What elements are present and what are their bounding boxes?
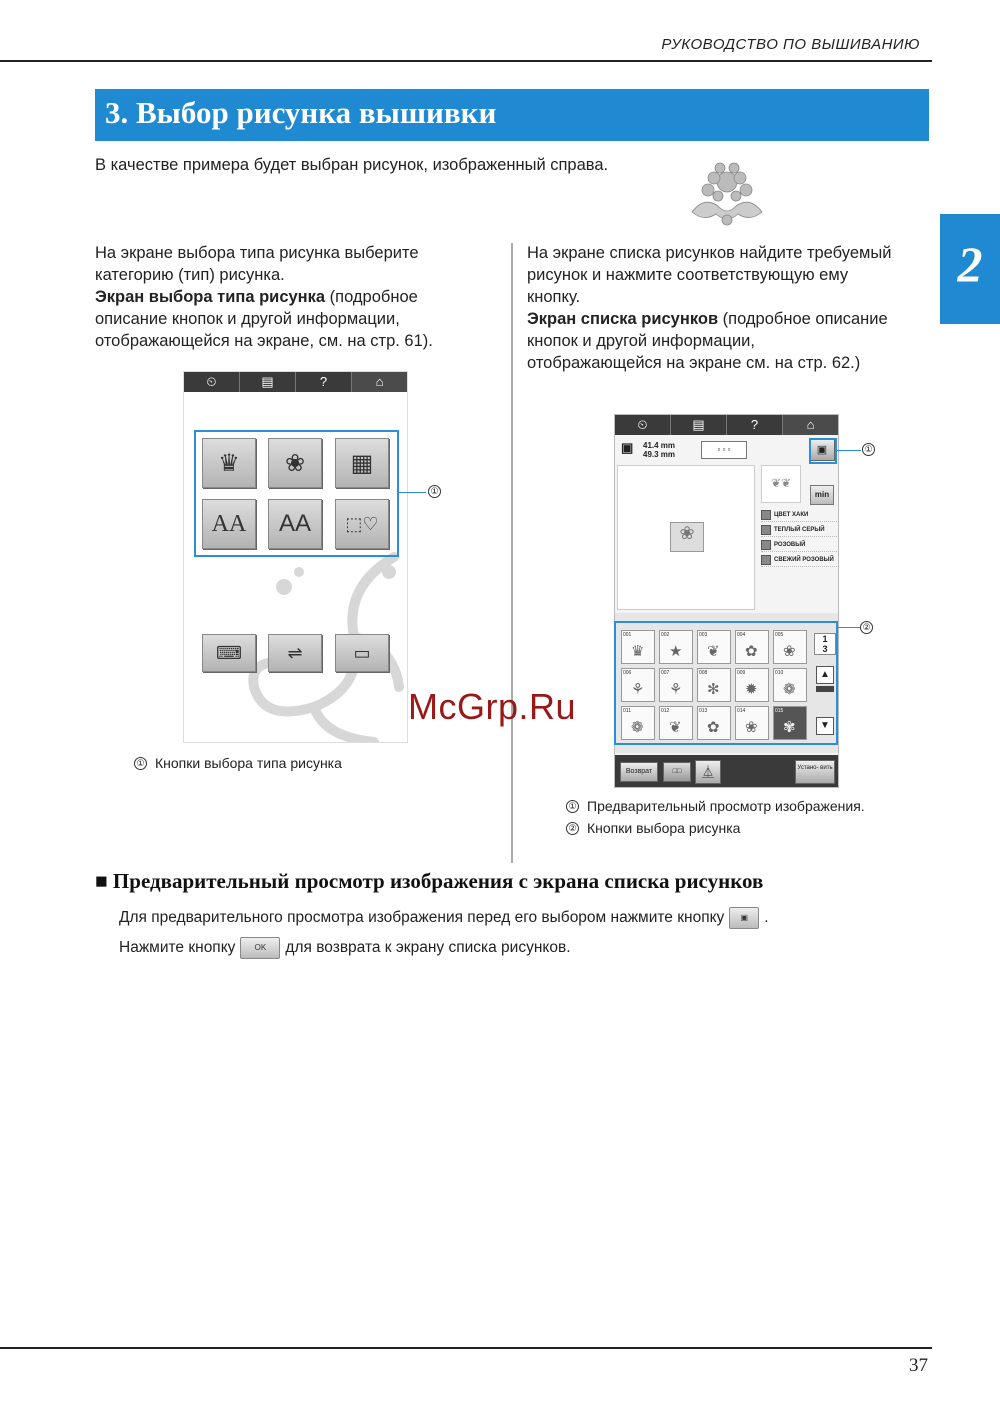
header-rule [0, 60, 932, 62]
pattern-thumbnail-icon: ❀ [745, 719, 758, 736]
preview-button-image [729, 907, 759, 929]
type-buttons-highlight [194, 430, 399, 557]
callout-line [837, 450, 861, 451]
computer-icon: ▭ [353, 642, 371, 663]
bold-term: Экран списка рисунков [527, 310, 719, 328]
pattern-thumbnail-icon: ⚘ [631, 681, 645, 698]
manual-icon[interactable]: ▤ [240, 372, 296, 392]
crown-icon: ♛ [218, 449, 240, 477]
running-header: РУКОВОДСТВО ПО ВЫШИВАНИЮ [661, 36, 920, 53]
frame-icon: ⬚♡ [345, 513, 379, 534]
column-divider [511, 243, 513, 863]
thread-color-icon [761, 555, 771, 565]
pattern-number: 010 [775, 670, 784, 676]
pattern-thumbnail-icon: ❦ [707, 643, 720, 660]
pattern-thumbnail-icon: ❀ [783, 643, 796, 660]
up-arrow-icon: ▲ [820, 669, 830, 680]
callout-1: ① [428, 485, 441, 498]
pattern-number: 001 [623, 632, 632, 638]
preview-icon: ▣ [740, 913, 749, 922]
frame-icon: □□ [672, 768, 682, 775]
pattern-number: 014 [737, 708, 746, 714]
pattern-thumbnail-icon: ✻ [707, 681, 720, 698]
home-icon[interactable]: ⌂ [352, 372, 407, 392]
help-icon[interactable]: ? [727, 415, 783, 435]
pattern-thumbnail-icon: ✿ [707, 719, 720, 736]
usb-icon: ⇌ [287, 642, 303, 663]
manual-icon[interactable]: ▤ [671, 415, 727, 435]
pattern-thumbnail-icon: ⚘ [669, 681, 683, 698]
memory-button[interactable] [202, 634, 256, 672]
machine-icon: ⌨ [216, 642, 242, 663]
pattern-number: 007 [661, 670, 670, 676]
screen2-caption-2: ② Кнопки выбора рисунка [566, 820, 740, 836]
pattern-number: 012 [661, 708, 670, 714]
section-title: 3. Выбор рисунка вышивки [95, 89, 929, 141]
callout-2: ② [860, 621, 873, 634]
thread-color-icon [761, 525, 771, 535]
clock-icon[interactable]: ⏲ [615, 415, 671, 435]
frame-indicator: ▫ ▫ ▫ [701, 441, 747, 459]
pattern-type-screen [183, 371, 408, 743]
pattern-number: 008 [699, 670, 708, 676]
watermark: McGrp.Ru [408, 686, 577, 727]
set-button[interactable]: Устано- вить [795, 760, 835, 784]
page-number: 37 [909, 1355, 928, 1376]
pattern-number: 015 [775, 708, 784, 714]
thread-color-icon [761, 510, 771, 520]
pattern-number: 004 [737, 632, 746, 638]
screen-top-bar [184, 372, 407, 392]
pattern-number: 005 [775, 632, 784, 638]
pattern-buttons-highlight [614, 621, 838, 745]
chapter-tab: 2 [940, 214, 1000, 324]
screen2-caption-1: ① Предварительный просмотр изображения. [566, 798, 865, 814]
pattern-size: ▣ 41.4 mm 49.3 mm [621, 440, 676, 459]
preview-instruction: Для предварительного просмотра изображения перед его выбором нажмите кнопку ▣ . [119, 907, 769, 929]
pattern-preview-area [617, 465, 755, 610]
flower-icon: ❀ [670, 522, 704, 552]
color-row: СВЕЖИЙ РОЗОВЫЙ [761, 553, 839, 567]
computer-button[interactable] [335, 634, 389, 672]
pattern-number: 002 [661, 632, 670, 638]
color-row: ЦВЕТ ХАКИ [761, 508, 839, 522]
page-indicator: 1 3 [814, 633, 836, 655]
mirror-icon: ⏅ [701, 765, 714, 779]
pattern-thumbnail-icon: ❁ [783, 681, 796, 698]
callout-1: ① [862, 443, 875, 456]
min-button[interactable]: min [810, 485, 834, 505]
footer-rule [0, 1347, 932, 1349]
thumbnail-icon: ❦❦ [761, 465, 801, 503]
mirror-button[interactable] [695, 760, 721, 784]
help-icon[interactable]: ? [296, 372, 352, 392]
ok-button-image: OK [240, 937, 280, 959]
pattern-thumbnail-icon: ❦ [669, 719, 682, 736]
pattern-icon: ▦ [350, 449, 374, 477]
pattern-number: 003 [699, 632, 708, 638]
intro-text: В качестве примера будет выбран рисунок, изображенный справа. [95, 156, 609, 174]
right-column-text: На экране списка рисунков найдите требуемый рисунок и нажмите соответствующую ему кнопку. Экран списка рисунков (подробное описание кнопок и другой информации, отображающейся на экране см. на стр. 62.) [527, 244, 892, 372]
size-icon: ▣ [621, 440, 634, 455]
callout-line [398, 492, 426, 493]
color-row: РОЗОВЫЙ [761, 538, 839, 552]
left-column-text: На экране выбора типа рисунка выберите категорию (тип) рисунка. Экран выбора типа рисунка (подробное описание кнопок и другой информации, отображающейся на экране, см. на стр. 61). [95, 244, 433, 350]
pattern-number: 013 [699, 708, 708, 714]
subsection-heading: ■ Предварительный просмотр изображения с экрана списка рисунков [95, 869, 764, 893]
sample-embroidery-image [684, 160, 770, 234]
screen-top-bar [615, 415, 838, 435]
home-icon[interactable]: ⌂ [783, 415, 838, 435]
preview-button-highlight [809, 438, 837, 464]
preview-icon: ▣ [816, 444, 828, 456]
down-arrow-icon: ▼ [820, 720, 830, 731]
pattern-number: 009 [737, 670, 746, 676]
clock-icon[interactable]: ⏲ [184, 372, 240, 392]
wreath-icon: ❀ [284, 449, 306, 477]
pattern-number: 006 [623, 670, 632, 676]
color-row: ТЕПЛЫЙ СЕРЫЙ [761, 523, 839, 537]
pattern-thumbnail-icon: ♛ [631, 643, 645, 660]
pattern-thumbnail-icon: ✿ [745, 643, 758, 660]
pattern-number: 011 [623, 708, 631, 714]
thread-color-icon [761, 540, 771, 550]
frame-toggle-button[interactable] [663, 762, 691, 782]
pattern-thumbnail-icon: ✾ [783, 719, 796, 736]
pattern-thumbnail-icon: ★ [669, 643, 683, 660]
pattern-thumbnail-icon: ❁ [631, 719, 644, 736]
bold-term: Экран выбора типа рисунка [95, 288, 326, 306]
usb-button[interactable] [268, 634, 322, 672]
back-button[interactable]: Возврат [620, 762, 658, 782]
callout-line [838, 627, 860, 628]
alphabet-icon: AA [211, 510, 247, 537]
pattern-thumbnail-icon: ✹ [745, 681, 758, 698]
font-icon: AA [278, 510, 311, 537]
screen1-caption: ① Кнопки выбора типа рисунка [134, 755, 342, 771]
return-instruction: Нажмите кнопку OK для возврата к экрану списка рисунков. [119, 937, 571, 959]
